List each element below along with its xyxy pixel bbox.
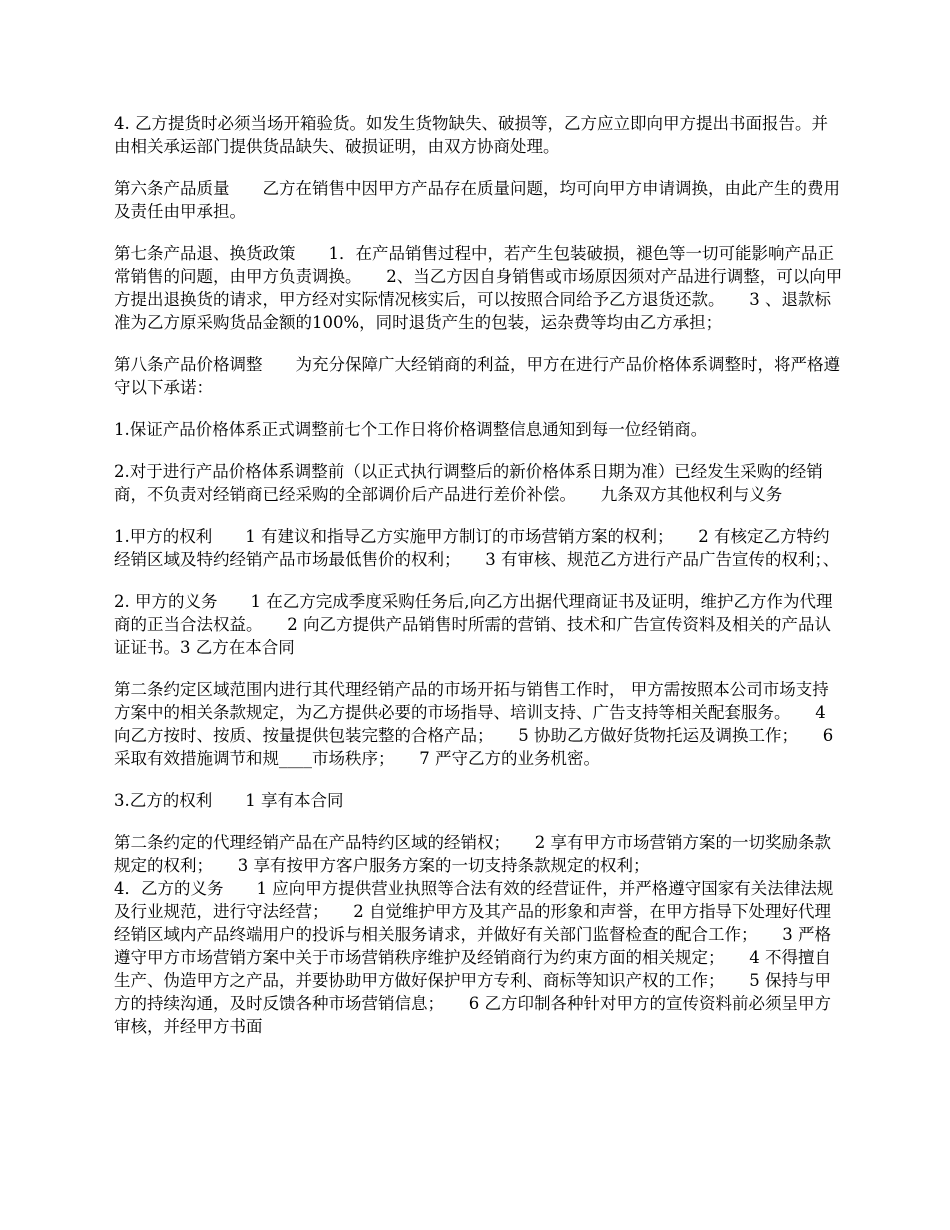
paragraph-article-8-price-adjustment: 第八条产品价格调整 为充分保障广大经销商的利益，甲方在进行产品价格体系调整时，将严格遵守以下承诺：: [114, 355, 840, 397]
paragraph-party-a-obligations: 2. 甲方的义务 1 在乙方完成季度采购任务后,向乙方出据代理商证书及证明，维护乙方作为代理商的正当合法权益。 2 向乙方提供产品销售时所需的营销、技术和广告宣传资料及相关的产品认证证书。3 乙方在本合同: [114, 592, 833, 657]
document-page: [114, 112, 844, 1057]
paragraph-article-6-quality: 第六条产品质量 乙方在销售中因甲方产品存在质量问题，均可向甲方申请调换，由此产生的费用及责任由甲承担。: [114, 179, 840, 221]
paragraph-party-a-rights: 1.甲方的权利 1 有建议和指导乙方实施甲方制订的市场营销方案的权利； 2 有核定乙方特约经销区域及特约经销产品市场最低售价的权利； 3 有审核、规范乙方进行产品广告宣传的权利；、: [114, 527, 840, 569]
paragraph-price-commitment-2: 2.对于进行产品价格体系调整前（以正式执行调整后的新价格体系日期为准）已经发生采购的经销商，不负责对经销商已经采购的全部调价后产品进行差价补偿。 九条双方其他权利与义务: [114, 462, 823, 504]
paragraph-article-2-market-support: 第二条约定区域范围内进行其代理经销产品的市场开拓与销售工作时， 甲方需按照本公司市场支持方案中的相关条款规定，为乙方提供必要的市场指导、培训支持、广告支持等相关配套服务。 4 向乙方按时、按质、按量提供包装完整的合格产品； 5 协助乙方做好货物托运及调换工作； 6 采取有效措施调节和规____市场秩序； 7 严守乙方的业务机密。: [114, 680, 839, 768]
paragraph-party-b-rights: 3.乙方的权利 1 享有本合同: [114, 791, 344, 810]
paragraph-price-commitment-1: 1.保证产品价格体系正式调整前七个工作日将价格调整信息通知到每一位经销商。: [114, 420, 708, 439]
paragraph-article-7-returns: 第七条产品退、换货政策 1．在产品销售过程中，若产生包装破损，褪色等一切可能影响产品正常销售的问题，由甲方负责调换。 2、当乙方因自身销售或市场原因须对产品进行调整，可以向甲方提出退换货的请求，甲方经对实际情况核实后，可以按照合同给予乙方退货还款。 3 、退款标准为乙方原采购货品金额的100%，同时退货产生的包装，运杂费等均由乙方承担；: [114, 244, 843, 332]
paragraph-article-2-distribution-rights: 第二条约定的代理经销产品在产品特约区域的经销权； 2 享有甲方市场营销方案的一切奖励条款规定的权利； 3 享有按甲方客户服务方案的一切支持条款规定的权利；: [114, 833, 831, 875]
paragraph-clause-4-inspection: 4. 乙方提货时必须当场开箱验货。如发生货物缺失、破损等，乙方应立即向甲方提出书面报告。并由相关承运部门提供货品缺失、破损证明，由双方协商处理。: [114, 114, 828, 156]
paragraph-party-b-obligations: 4．乙方的义务 1 应向甲方提供营业执照等合法有效的经营证件，并严格遵守国家有关法律法规及行业规范，进行守法经营； 2 自觉维护甲方及其产品的形象和声誉，在甲方指导下处理好代理经销区域内产品终端用户的投诉与相关服务请求，并做好有关部门监督检查的配合工作； 3 严格遵守甲方市场营销方案中关于市场营销秩序维护及经销商行为约束方面的相关规定； 4 不得擅自生产、伪造甲方之产品，并要协助甲方做好保护甲方专利、商标等知识产权的工作； 5 保持与甲方的持续沟通，及时反馈各种市场营销信息； 6 乙方印制各种针对甲方的宣传资料前必须呈甲方审核，并经甲方书面: [114, 879, 834, 1036]
